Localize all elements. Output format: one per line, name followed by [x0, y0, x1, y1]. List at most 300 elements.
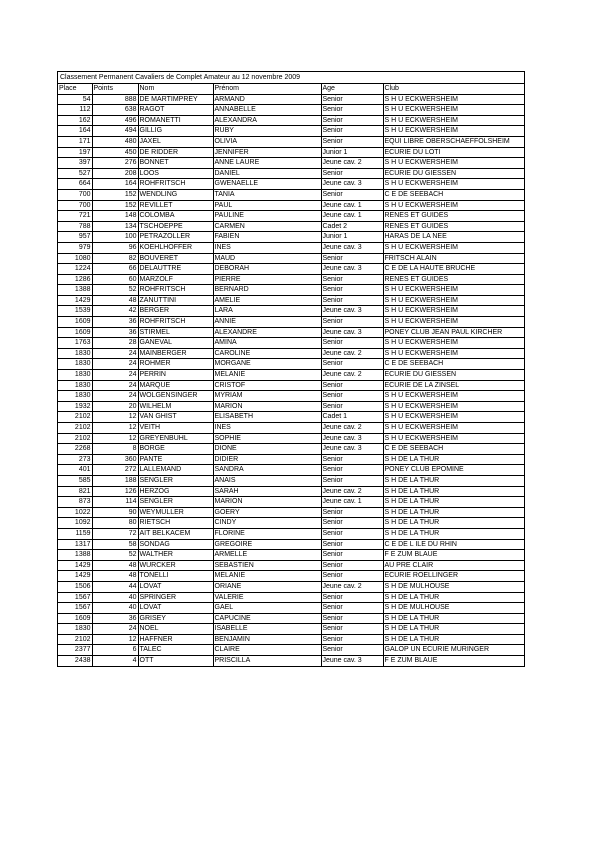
cell-club: S H U ECKWERSHEIM	[383, 338, 524, 349]
table-row	[58, 348, 524, 359]
table-row	[58, 560, 524, 571]
cell-points: 450	[92, 147, 138, 158]
cell-age: Senior	[321, 560, 383, 571]
cell-prenom: ORIANE	[213, 581, 321, 592]
cell-place: 1567	[58, 603, 92, 614]
cell-points: 48	[92, 560, 138, 571]
table-row	[58, 242, 524, 253]
cell-place: 171	[58, 136, 92, 147]
cell-nom: STIRMEL	[138, 327, 213, 338]
table-row	[58, 189, 524, 200]
cell-age: Senior	[321, 518, 383, 529]
cell-prenom: ANNIE	[213, 317, 321, 328]
cell-age: Jeune cav. 1	[321, 200, 383, 211]
cell-nom: VEITH	[138, 423, 213, 434]
cell-points: 96	[92, 242, 138, 253]
cell-nom: ROHFRITSCH	[138, 179, 213, 190]
cell-nom: SENGLER	[138, 497, 213, 508]
cell-club: S H DE LA THUR	[383, 497, 524, 508]
cell-nom: GRISEY	[138, 613, 213, 624]
cell-age: Jeune cav. 3	[321, 327, 383, 338]
cell-club: S H U ECKWERSHEIM	[383, 412, 524, 423]
cell-place: 1429	[58, 560, 92, 571]
cell-nom: MARQUE	[138, 380, 213, 391]
cell-place: 2102	[58, 634, 92, 645]
table-row	[58, 528, 524, 539]
cell-nom: RIETSCH	[138, 518, 213, 529]
cell-club: C E DE LA HAUTE BRUCHE	[383, 264, 524, 275]
cell-age: Senior	[321, 105, 383, 116]
cell-age: Senior	[321, 528, 383, 539]
cell-place: 401	[58, 465, 92, 476]
cell-place: 527	[58, 168, 92, 179]
cell-points: 24	[92, 391, 138, 402]
table-row	[58, 338, 524, 349]
cell-club: S H U ECKWERSHEIM	[383, 348, 524, 359]
cell-place: 1539	[58, 306, 92, 317]
cell-place: 2438	[74, 657, 91, 665]
cell-points: 188	[92, 475, 138, 486]
cell-club: F E ZUM BLAUE	[383, 656, 524, 666]
cell-prenom: PAULINE	[213, 211, 321, 222]
cell-prenom: DANIEL	[213, 168, 321, 179]
cell-points: 12	[92, 433, 138, 444]
cell-prenom: CLAIRE	[213, 645, 321, 656]
cell-place: 2102	[58, 433, 92, 444]
cell-place: 1092	[58, 518, 92, 529]
cell-club: C E DE SEEBACH	[383, 359, 524, 370]
cell-age: Jeune cav. 3	[321, 656, 383, 666]
cell-age: Senior	[321, 401, 383, 412]
cell-age: Senior	[321, 295, 383, 306]
cell-nom: WENDLING	[138, 189, 213, 200]
cell-age: Senior	[321, 634, 383, 645]
cell-place: 664	[58, 179, 92, 190]
table-row	[58, 645, 524, 656]
cell-points: 496	[92, 115, 138, 126]
cell-nom: PERRIN	[138, 370, 213, 381]
cell-place: 1022	[58, 507, 92, 518]
cell-place: 1609	[58, 317, 92, 328]
cell-nom: SENGLER	[138, 475, 213, 486]
cell-place: 54	[58, 94, 92, 105]
cell-points: 66	[92, 264, 138, 275]
table-row	[58, 179, 524, 190]
cell-nom: MAINBERGER	[138, 348, 213, 359]
cell-prenom: MYRIAM	[213, 391, 321, 402]
cell-nom: LALLEMAND	[138, 465, 213, 476]
cell-place: 979	[58, 242, 92, 253]
cell-points: 12	[92, 634, 138, 645]
cell-place: 112	[58, 105, 92, 116]
table-row	[58, 444, 524, 455]
cell-club: S H U ECKWERSHEIM	[383, 242, 524, 253]
cell-club: C E DE SEEBACH	[383, 444, 524, 455]
cell-age: Junior 1	[321, 147, 383, 158]
cell-points: 152	[92, 200, 138, 211]
cell-club: S H U ECKWERSHEIM	[383, 285, 524, 296]
cell-points: 20	[92, 401, 138, 412]
cell-place: 1830	[58, 348, 92, 359]
cell-points: 72	[92, 528, 138, 539]
cell-prenom: JENNIFER	[213, 147, 321, 158]
cell-club: S H U ECKWERSHEIM	[383, 306, 524, 317]
cell-age: Senior	[321, 613, 383, 624]
cell-points: 40	[92, 603, 138, 614]
cell-prenom: MELANIE	[213, 370, 321, 381]
cell-nom: HAFFNER	[138, 634, 213, 645]
cell-club: S H U ECKWERSHEIM	[383, 295, 524, 306]
table-row	[58, 497, 524, 508]
cell-age: Senior	[321, 274, 383, 285]
cell-club: FRITSCH ALAIN	[383, 253, 524, 264]
cell-age: Jeune cav. 1	[321, 497, 383, 508]
cell-prenom: TANIA	[213, 189, 321, 200]
cell-age: Jeune cav. 2	[321, 158, 383, 169]
cell-points: 44	[92, 581, 138, 592]
cell-age: Senior	[321, 507, 383, 518]
cell-nom: GILLIG	[138, 126, 213, 137]
table-row	[58, 486, 524, 497]
cell-prenom: ANNE LAURE	[213, 158, 321, 169]
cell-age: Jeune cav. 1	[321, 211, 383, 222]
cell-prenom: ANNABELLE	[213, 105, 321, 116]
table-row	[58, 507, 524, 518]
cell-club: ECURIE DE LA ZINSEL	[383, 380, 524, 391]
cell-nom: LOVAT	[138, 603, 213, 614]
cell-nom: TALEC	[138, 645, 213, 656]
cell-club: S H U ECKWERSHEIM	[383, 401, 524, 412]
sheet-title: Classement Permanent Cavaliers de Complet Amateur au 12 novembre 2009	[58, 72, 524, 84]
cell-nom: LOVAT	[138, 581, 213, 592]
cell-prenom: BENJAMIN	[213, 634, 321, 645]
cell-age: Jeune cav. 2	[321, 486, 383, 497]
cell-age: Jeune cav. 3	[321, 433, 383, 444]
cell-place: 197	[58, 147, 92, 158]
cell-place: 1932	[58, 401, 92, 412]
cell-points: 52	[92, 550, 138, 561]
cell-points: 152	[92, 189, 138, 200]
table-row	[58, 423, 524, 434]
cell-nom: TONELLI	[138, 571, 213, 582]
cell-age: Senior	[321, 550, 383, 561]
cell-age: Junior 1	[321, 232, 383, 243]
table-row	[58, 391, 524, 402]
cell-points: 42	[92, 306, 138, 317]
cell-nom: WEYMULLER	[138, 507, 213, 518]
table-row	[58, 613, 524, 624]
cell-place: 1830	[58, 359, 92, 370]
cell-age: Senior	[321, 136, 383, 147]
cell-club: ECURIE ROELLINGER	[383, 571, 524, 582]
cell-age: Jeune cav. 2	[321, 370, 383, 381]
cell-club: S H U ECKWERSHEIM	[383, 200, 524, 211]
cell-prenom: RUBY	[213, 126, 321, 137]
cell-prenom: CINDY	[213, 518, 321, 529]
cell-club: C E DE SEEBACH	[383, 189, 524, 200]
table-row	[58, 454, 524, 465]
cell-prenom: DIONE	[213, 444, 321, 455]
table-row	[58, 264, 524, 275]
cell-club: S H U ECKWERSHEIM	[383, 423, 524, 434]
cell-club: S H DE LA THUR	[383, 518, 524, 529]
cell-prenom: VALERIE	[213, 592, 321, 603]
cell-club: C E DE L ILE DU RHIN	[383, 539, 524, 550]
cell-place: 957	[58, 232, 92, 243]
cell-nom: ROHFRITSCH	[138, 317, 213, 328]
cell-club: S H U ECKWERSHEIM	[383, 179, 524, 190]
cell-points: 360	[92, 454, 138, 465]
header-age: Age	[321, 84, 383, 94]
cell-prenom: ARMELLE	[213, 550, 321, 561]
cell-prenom: ISABELLE	[213, 624, 321, 635]
ranking-sheet	[57, 71, 525, 667]
cell-prenom: CARMEN	[213, 221, 321, 232]
cell-age: Senior	[321, 624, 383, 635]
header-place: Place	[58, 84, 92, 94]
cell-age: Senior	[321, 189, 383, 200]
cell-prenom: BERNARD	[213, 285, 321, 296]
cell-nom: KOEHLHOFFER	[138, 242, 213, 253]
cell-prenom: SEBASTIEN	[213, 560, 321, 571]
cell-place: 1429	[58, 571, 92, 582]
table-row	[58, 295, 524, 306]
cell-club: PONEY CLUB EPOMINE	[383, 465, 524, 476]
cell-prenom: MARION	[213, 497, 321, 508]
cell-age: Jeune cav. 2	[321, 348, 383, 359]
cell-place: 1609	[58, 613, 92, 624]
cell-age: Senior	[321, 317, 383, 328]
cell-club: S H U ECKWERSHEIM	[383, 94, 524, 105]
cell-club: ECURIE DU GIESSEN	[383, 168, 524, 179]
cell-points: 114	[92, 497, 138, 508]
cell-points: 100	[92, 232, 138, 243]
cell-prenom: PRISCILLA	[213, 656, 321, 666]
cell-points: 36	[92, 317, 138, 328]
header-nom: Nom	[138, 84, 213, 94]
header-row	[58, 84, 524, 94]
table-row	[58, 518, 524, 529]
cell-nom: WOLGENSINGER	[138, 391, 213, 402]
cell-age: Senior	[321, 645, 383, 656]
cell-nom: BORGE	[138, 444, 213, 455]
cell-club: S H U ECKWERSHEIM	[383, 391, 524, 402]
cell-age: Senior	[321, 338, 383, 349]
table-row	[58, 115, 524, 126]
cell-age: Senior	[321, 359, 383, 370]
cell-points: 12	[92, 412, 138, 423]
cell-age: Senior	[321, 253, 383, 264]
cell-nom: LOOS	[138, 168, 213, 179]
cell-points: 12	[92, 423, 138, 434]
table-row	[58, 221, 524, 232]
cell-prenom: SANDRA	[213, 465, 321, 476]
cell-club: RENES ET GUIDES	[383, 211, 524, 222]
cell-points: 4	[92, 656, 138, 666]
cell-nom: NOEL	[138, 624, 213, 635]
cell-points: 126	[92, 486, 138, 497]
cell-club: RENES ET GUIDES	[383, 274, 524, 285]
table-row	[58, 158, 524, 169]
cell-club: S H DE LA THUR	[383, 507, 524, 518]
cell-club: S H DE LA THUR	[383, 634, 524, 645]
cell-points: 272	[92, 465, 138, 476]
table-row	[58, 401, 524, 412]
cell-club: S H U ECKWERSHEIM	[383, 433, 524, 444]
cell-points: 480	[92, 136, 138, 147]
cell-points: 58	[92, 539, 138, 550]
cell-nom: OTT	[138, 656, 213, 666]
cell-prenom: FABIEN	[213, 232, 321, 243]
cell-prenom: GOERY	[213, 507, 321, 518]
cell-age: Senior	[321, 168, 383, 179]
table-row	[58, 656, 524, 666]
cell-club: AU PRE CLAIR	[383, 560, 524, 571]
cell-points: 24	[92, 370, 138, 381]
table-row	[58, 211, 524, 222]
cell-points: 24	[92, 359, 138, 370]
cell-nom: SPRINGER	[138, 592, 213, 603]
cell-nom: WILHELM	[138, 401, 213, 412]
cell-age: Cadet 1	[321, 412, 383, 423]
cell-age: Senior	[321, 380, 383, 391]
cell-age: Senior	[321, 592, 383, 603]
cell-prenom: CAROLINE	[213, 348, 321, 359]
cell-nom: COLOMBA	[138, 211, 213, 222]
table-row	[58, 136, 524, 147]
cell-age: Senior	[321, 603, 383, 614]
cell-place: 1830	[58, 380, 92, 391]
table-row	[58, 147, 524, 158]
cell-place: 1159	[58, 528, 92, 539]
cell-age: Senior	[321, 539, 383, 550]
cell-age: Senior	[321, 94, 383, 105]
cell-place: 273	[58, 454, 92, 465]
cell-prenom: SOPHIE	[213, 433, 321, 444]
cell-age: Senior	[321, 465, 383, 476]
cell-nom: HERZOG	[138, 486, 213, 497]
cell-points: 28	[92, 338, 138, 349]
cell-age: Senior	[321, 475, 383, 486]
cell-club: S H DE LA THUR	[383, 454, 524, 465]
cell-nom: VAN GHIST	[138, 412, 213, 423]
cell-place: 700	[58, 189, 92, 200]
cell-place: 873	[58, 497, 92, 508]
cell-age: Senior	[321, 126, 383, 137]
table-row	[58, 253, 524, 264]
cell-points: 48	[92, 295, 138, 306]
cell-prenom: MORGANE	[213, 359, 321, 370]
cell-place: 397	[58, 158, 92, 169]
cell-prenom: ANAIS	[213, 475, 321, 486]
cell-place: 164	[58, 126, 92, 137]
cell-prenom: ARMAND	[213, 94, 321, 105]
cell-points: 36	[92, 613, 138, 624]
header-prenom: Prénom	[213, 84, 321, 94]
cell-prenom: INES	[213, 242, 321, 253]
table-row	[58, 274, 524, 285]
cell-age: Jeune cav. 3	[321, 264, 383, 275]
cell-club: S H DE LA THUR	[383, 528, 524, 539]
cell-prenom: GREGOIRE	[213, 539, 321, 550]
cell-age: Jeune cav. 3	[321, 242, 383, 253]
cell-points: 164	[92, 179, 138, 190]
cell-club: ECURIE DU LOTI	[383, 147, 524, 158]
cell-nom: TSCHOEPPE	[138, 221, 213, 232]
table-row	[58, 380, 524, 391]
cell-points: 888	[92, 94, 138, 105]
cell-club: ECURIE DU GIESSEN	[383, 370, 524, 381]
table-row	[58, 285, 524, 296]
cell-place: 1286	[58, 274, 92, 285]
cell-nom: WALTHER	[138, 550, 213, 561]
table-row	[58, 571, 524, 582]
cell-place: 788	[58, 221, 92, 232]
cell-nom: GREYENBUHL	[138, 433, 213, 444]
table-row	[58, 168, 524, 179]
cell-place: 162	[58, 115, 92, 126]
cell-points: 40	[92, 592, 138, 603]
cell-prenom: CRISTOF	[213, 380, 321, 391]
cell-club: S H U ECKWERSHEIM	[383, 115, 524, 126]
cell-place: 2102	[58, 423, 92, 434]
cell-prenom: DEBORAH	[213, 264, 321, 275]
cell-place: 1763	[58, 338, 92, 349]
ranking-table	[58, 84, 524, 666]
header-points: Points	[92, 84, 138, 94]
cell-nom: BOUVERET	[138, 253, 213, 264]
cell-place: 1609	[58, 327, 92, 338]
cell-age: Jeune cav. 3	[321, 444, 383, 455]
cell-prenom: GWENAELLE	[213, 179, 321, 190]
cell-points: 208	[92, 168, 138, 179]
cell-club: S H U ECKWERSHEIM	[383, 317, 524, 328]
cell-nom: DELAUTTRE	[138, 264, 213, 275]
cell-place: 1506	[58, 581, 92, 592]
cell-club: S H DE MULHOUSE	[383, 603, 524, 614]
table-row	[58, 327, 524, 338]
table-row	[58, 126, 524, 137]
cell-prenom: AMELIE	[213, 295, 321, 306]
cell-points: 82	[92, 253, 138, 264]
cell-nom: SONDAG	[138, 539, 213, 550]
cell-nom: GANEVAL	[138, 338, 213, 349]
cell-age: Senior	[321, 115, 383, 126]
cell-prenom: CAPUCINE	[213, 613, 321, 624]
cell-prenom: FLORINE	[213, 528, 321, 539]
cell-club: S H U ECKWERSHEIM	[383, 158, 524, 169]
cell-nom: ROMANETTI	[138, 115, 213, 126]
cell-club: S H DE MULHOUSE	[383, 581, 524, 592]
cell-points: 24	[92, 348, 138, 359]
cell-place: 700	[58, 200, 92, 211]
table-row	[58, 603, 524, 614]
header-club: Club	[383, 84, 524, 94]
cell-prenom: LARA	[213, 306, 321, 317]
cell-place: 1388	[58, 550, 92, 561]
table-row	[58, 232, 524, 243]
cell-prenom: PIERRE	[213, 274, 321, 285]
cell-club: F E ZUM BLAUE	[383, 550, 524, 561]
cell-nom: JAXEL	[138, 136, 213, 147]
cell-place: 1830	[58, 370, 92, 381]
table-row	[58, 475, 524, 486]
cell-age: Jeune cav. 3	[321, 306, 383, 317]
table-row	[58, 433, 524, 444]
cell-club: S H DE LA THUR	[383, 613, 524, 624]
cell-place: 1224	[58, 264, 92, 275]
cell-points: 24	[92, 624, 138, 635]
